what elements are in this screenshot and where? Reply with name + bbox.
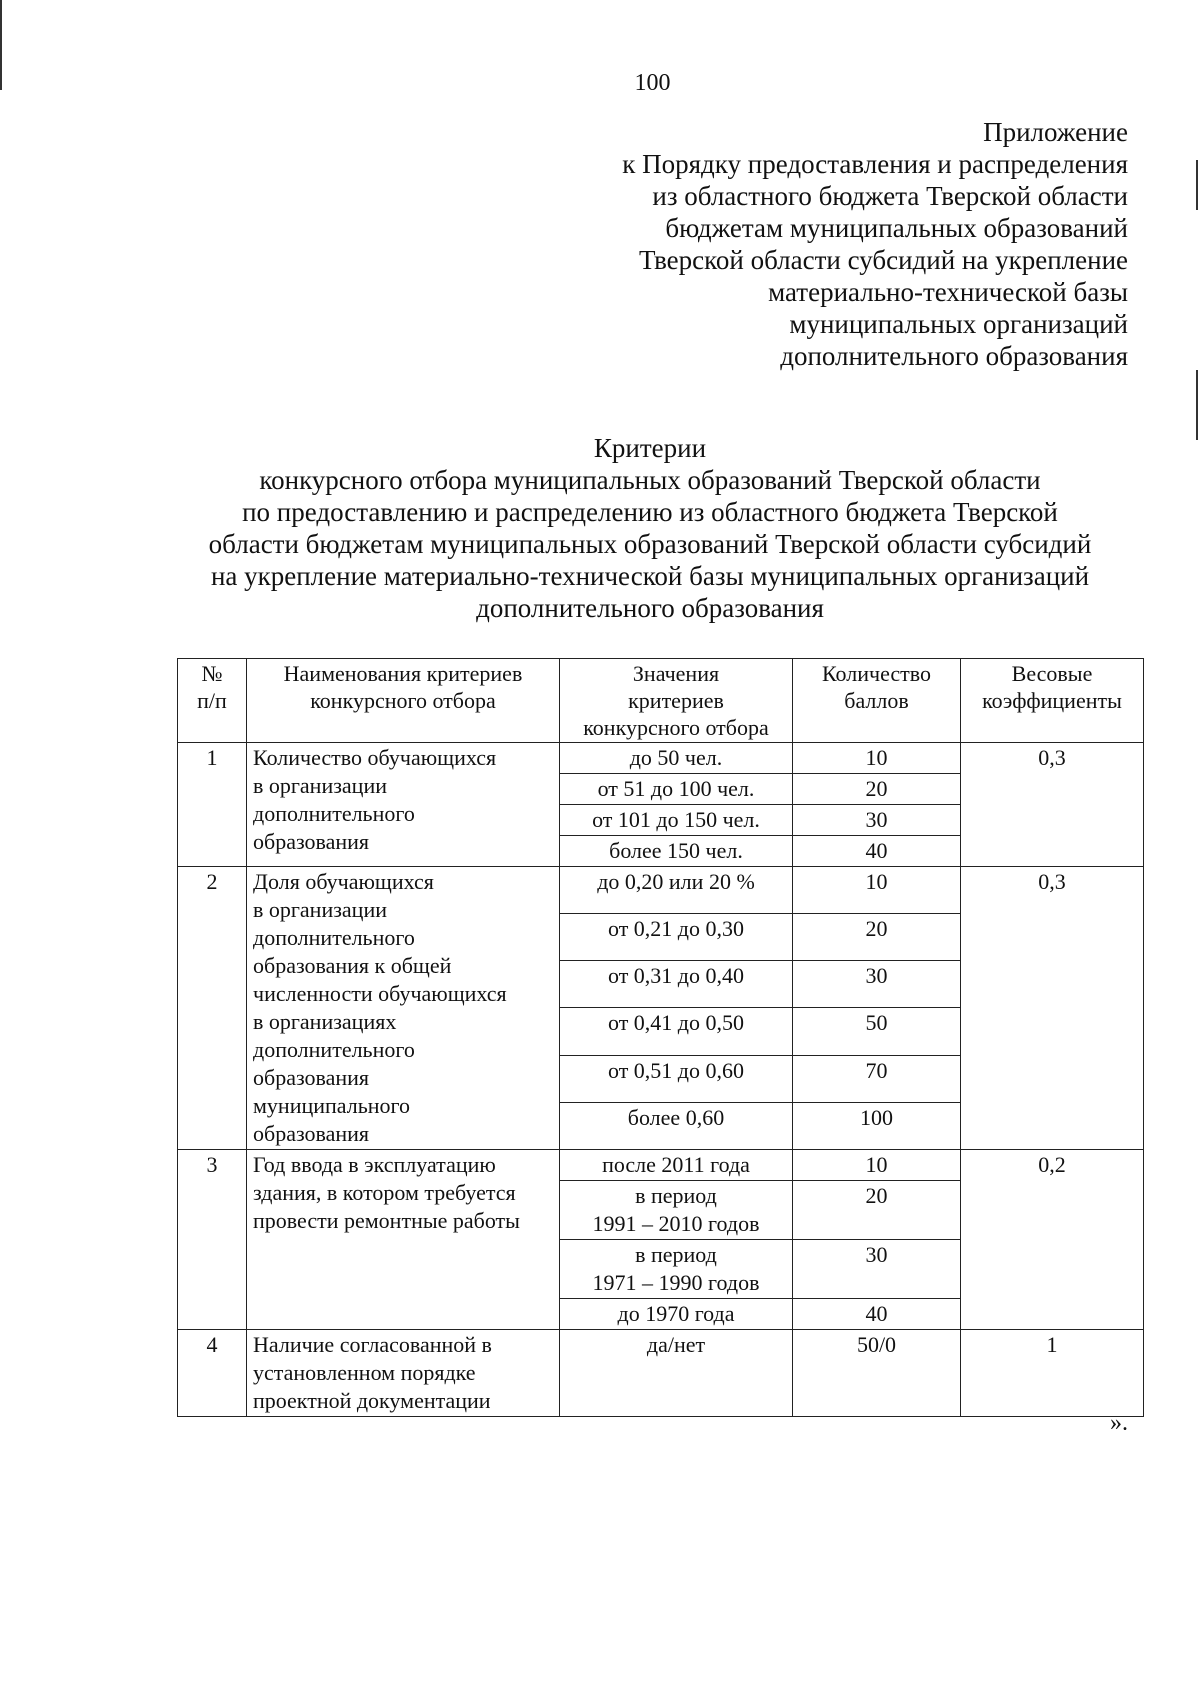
criterion-value xyxy=(560,805,793,836)
criterion-value xyxy=(560,743,793,774)
criterion-name-line: в организации xyxy=(253,773,387,798)
criteria-table xyxy=(177,658,1144,1417)
page-number: 100 xyxy=(634,70,671,96)
appendix-line: материально-технической базы xyxy=(768,277,1128,307)
criterion-name-line: Доля обучающихся xyxy=(253,869,434,894)
criterion-points: 100 xyxy=(793,1102,961,1149)
appendix-line: Тверской области субсидий на укрепление xyxy=(638,245,1128,275)
document-title xyxy=(170,432,1130,624)
criterion-name xyxy=(247,1150,560,1330)
criterion-points: 50/0 xyxy=(793,1330,961,1417)
title-heading: Критерии xyxy=(593,433,707,463)
criterion-name-line: проектной документации xyxy=(253,1388,491,1413)
title-line: дополнительного образования xyxy=(476,593,824,623)
criterion-value xyxy=(560,1181,793,1240)
appendix-line: бюджетам муниципальных образований xyxy=(665,213,1128,243)
title-line: области бюджетам муниципальных образований Тверской области субсидий xyxy=(208,529,1092,559)
criterion-points: 10 xyxy=(793,1150,961,1181)
criterion-points: 30 xyxy=(793,805,961,836)
criterion-points: 70 xyxy=(793,1055,961,1102)
scan-edge-mark xyxy=(1196,370,1198,440)
criterion-name xyxy=(247,867,560,1150)
criterion-value xyxy=(560,867,793,914)
criterion-value xyxy=(560,836,793,867)
criterion-weight: 1 xyxy=(961,1330,1144,1417)
table-row xyxy=(178,1150,1144,1181)
criterion-value-line: от 0,21 до 0,30 xyxy=(607,916,745,942)
criterion-name-line: Наличие согласованной в xyxy=(253,1332,492,1357)
criterion-value xyxy=(560,961,793,1008)
table-row xyxy=(178,1330,1144,1417)
criterion-name-line: численности обучающихся xyxy=(253,981,507,1006)
criterion-number: 2 xyxy=(178,867,247,1150)
criterion-points: 50 xyxy=(793,1008,961,1055)
scan-edge-mark xyxy=(0,0,2,90)
criterion-points: 20 xyxy=(793,914,961,961)
criterion-value-line: от 0,41 до 0,50 xyxy=(607,1010,745,1036)
scan-edge-mark xyxy=(1196,160,1198,210)
appendix-line: Приложение xyxy=(983,117,1128,147)
criterion-value-line: от 51 до 100 чел. xyxy=(597,776,755,801)
header-name: Наименования критериев конкурсного отбора xyxy=(247,659,560,743)
criterion-points: 10 xyxy=(793,743,961,774)
criterion-value xyxy=(560,1299,793,1330)
criterion-name-line: дополнительного xyxy=(253,1037,415,1062)
criterion-name xyxy=(247,743,560,867)
criterion-weight: 0,2 xyxy=(961,1150,1144,1330)
criterion-name-line: образования к общей xyxy=(253,953,452,978)
criterion-value xyxy=(560,1102,793,1149)
title-line: конкурсного отбора муниципальных образований Тверской области xyxy=(259,465,1041,495)
criterion-points: 40 xyxy=(793,836,961,867)
criterion-number: 1 xyxy=(178,743,247,867)
criterion-value-line: в период xyxy=(635,1242,717,1267)
title-line: на укрепление материально-технической базы муниципальных организаций xyxy=(210,561,1090,591)
criterion-value xyxy=(560,1150,793,1181)
header-weight: Весовые коэффициенты xyxy=(961,659,1144,743)
criterion-name-line: Год ввода в эксплуатацию xyxy=(253,1152,496,1177)
criterion-name-line: образования xyxy=(253,1121,370,1146)
criterion-value-line: от 101 до 150 чел. xyxy=(592,807,760,832)
criterion-name-line: Количество обучающихся xyxy=(253,745,497,770)
criterion-name-line: в организации xyxy=(253,897,387,922)
header-points: Количество баллов xyxy=(793,659,961,743)
criterion-weight: 0,3 xyxy=(961,743,1144,867)
criterion-name-line: дополнительного xyxy=(253,925,415,950)
criterion-points: 20 xyxy=(793,1181,961,1240)
criterion-value-line: 1991 – 2010 годов xyxy=(592,1211,760,1236)
criterion-value-line: более 150 чел. xyxy=(609,838,743,863)
criterion-value-line: после 2011 года xyxy=(602,1152,750,1177)
criterion-number: 4 xyxy=(178,1330,247,1417)
title-line: по предоставлению и распределению из областного бюджета Тверской xyxy=(242,497,1058,527)
criterion-name-line: установленном порядке xyxy=(253,1360,476,1385)
criterion-points: 30 xyxy=(793,961,961,1008)
criterion-name-line: здания, в котором требуется xyxy=(253,1180,516,1205)
criterion-value xyxy=(560,1008,793,1055)
table-row xyxy=(178,743,1144,774)
criterion-points: 20 xyxy=(793,774,961,805)
criterion-points: 40 xyxy=(793,1299,961,1330)
criterion-name-line: дополнительного xyxy=(253,801,415,826)
criterion-name-line: в организациях xyxy=(253,1009,397,1034)
criterion-value-line: от 0,31 до 0,40 xyxy=(607,963,745,989)
criterion-value xyxy=(560,1240,793,1299)
criterion-value xyxy=(560,1055,793,1102)
criterion-value-line: в период xyxy=(635,1183,717,1208)
criterion-value xyxy=(560,774,793,805)
criterion-value-line: до 50 чел. xyxy=(629,745,723,770)
header-num: № п/п xyxy=(178,659,247,743)
criterion-value-line: более 0,60 xyxy=(627,1104,725,1130)
criterion-points: 30 xyxy=(793,1240,961,1299)
criterion-name-line: образования xyxy=(253,829,370,854)
closing-mark: ». xyxy=(1110,1410,1128,1436)
criterion-value xyxy=(560,1330,793,1417)
appendix-line: муниципальных организаций xyxy=(789,309,1128,339)
criterion-value xyxy=(560,914,793,961)
appendix-line: дополнительного образования xyxy=(780,341,1128,371)
criterion-name-line: муниципального xyxy=(253,1093,411,1118)
criterion-name-line: провести ремонтные работы xyxy=(253,1208,520,1233)
criterion-name xyxy=(247,1330,560,1417)
criterion-value-line: да/нет xyxy=(646,1332,706,1357)
table-header-row xyxy=(178,659,1144,743)
criterion-value-line: 1971 – 1990 годов xyxy=(592,1270,760,1295)
appendix-block xyxy=(622,116,1128,372)
criterion-points: 10 xyxy=(793,867,961,914)
criterion-number: 3 xyxy=(178,1150,247,1330)
table-row xyxy=(178,867,1144,914)
criterion-value-line: до 1970 года xyxy=(617,1301,735,1326)
appendix-line: из областного бюджета Тверской области xyxy=(652,181,1128,211)
criterion-weight: 0,3 xyxy=(961,867,1144,1150)
criterion-name-line: образования xyxy=(253,1065,370,1090)
criterion-value-line: от 0,51 до 0,60 xyxy=(607,1057,745,1083)
header-value: Значения критериев конкурсного отбора xyxy=(560,659,793,743)
appendix-line: к Порядку предоставления и распределения xyxy=(622,149,1128,179)
criterion-value-line: до 0,20 или 20 % xyxy=(597,869,755,894)
criteria-body xyxy=(178,743,1144,1417)
